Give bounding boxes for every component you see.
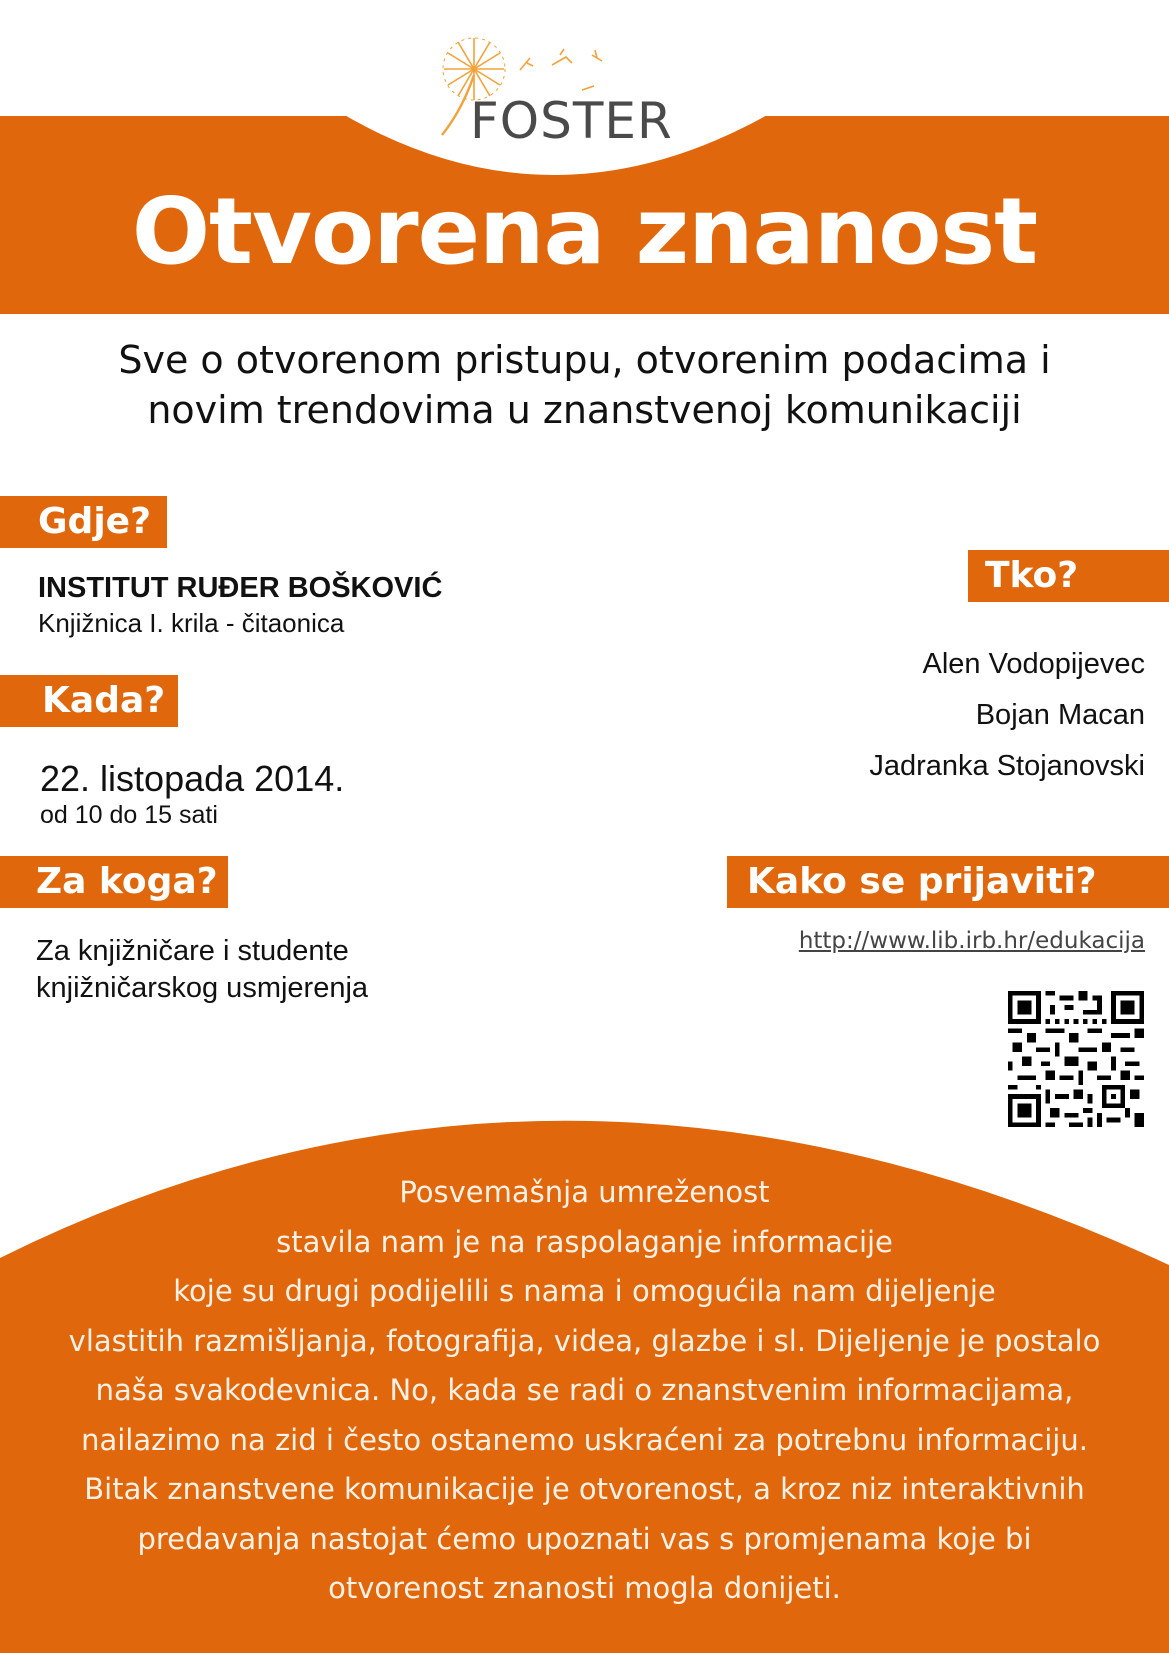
register-link[interactable]: http://www.lib.irb.hr/edukacija — [798, 928, 1145, 954]
audience-line: Za knjižničare i studente — [36, 935, 349, 967]
audience-line: knjižničarskog usmjerenja — [36, 972, 369, 1004]
description-line: predavanja nastojat ćemo upoznati vas s promjenama koje bi — [137, 1521, 1032, 1556]
speaker-name: Jadranka Stojanovski — [869, 750, 1145, 782]
when-heading: Kada? — [0, 675, 178, 727]
description-line: vlastitih razmišljanja, fotografija, videa, glazbe i sl. Dijeljenje je postalo — [68, 1323, 1101, 1358]
description-line: Bitak znanstvene komunikacije je otvorenost, a kroz niz interaktivnih — [84, 1472, 1085, 1506]
description — [20, 1168, 1149, 1614]
description-line: nailazimo na zid i često ostanemo uskraćeni za potrebnu informaciju. — [81, 1422, 1088, 1457]
speaker-name: Bojan Macan — [975, 699, 1145, 731]
register-heading: Kako se prijaviti? — [727, 856, 1169, 908]
logo-text: FOSTER — [470, 92, 673, 150]
page-subtitle — [60, 335, 1109, 435]
where-heading: Gdje? — [0, 496, 167, 548]
event-time: od 10 do 15 sati — [40, 801, 218, 829]
subtitle-line: novim trendovima u znanstvenoj komunikaciji — [147, 388, 1022, 432]
description-line: koje su drugi podijelili s nama i omogućila nam dijeljenje — [173, 1274, 996, 1308]
who-heading: Tko? — [968, 550, 1169, 602]
description-line: Posvemašnja umreženost — [399, 1175, 770, 1209]
venue-room: Knjižnica I. krila - čitaonica — [38, 608, 345, 638]
description-line: stavila nam je na raspolaganje informacije — [276, 1224, 893, 1259]
description-line: naša svakodevnica. No, kada se radi o znanstvenim informacijama, — [95, 1373, 1074, 1407]
subtitle-line: Sve o otvorenom pristupu, otvorenim podacima i — [118, 338, 1051, 382]
audience-heading: Za koga? — [0, 856, 228, 908]
venue-name: INSTITUT RUĐER BOŠKOVIĆ — [38, 572, 443, 604]
page-title: Otvorena znanost — [131, 178, 1038, 285]
speaker-name: Alen Vodopijevec — [922, 648, 1145, 680]
description-line: otvorenost znanosti mogla donijeti. — [328, 1571, 841, 1605]
event-date: 22. listopada 2014. — [40, 758, 345, 799]
